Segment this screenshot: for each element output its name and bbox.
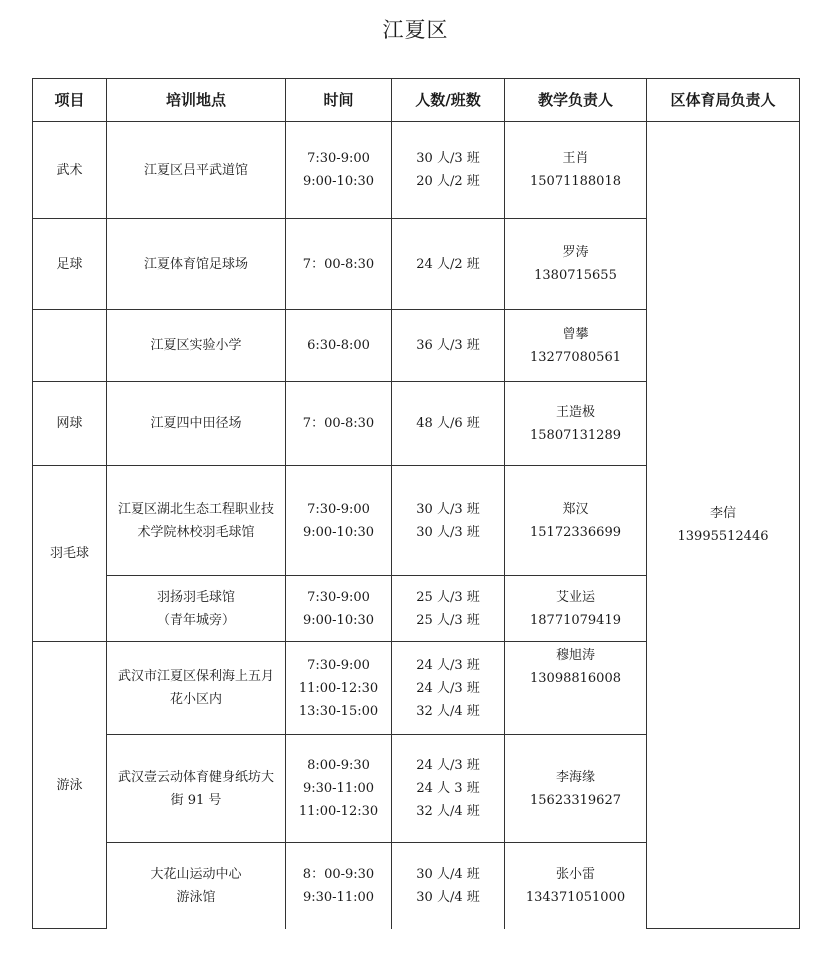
class-size-cell xyxy=(392,122,505,219)
time-slot: 13:30-15:00 xyxy=(298,703,379,719)
header-teacher: 教学负责人 xyxy=(505,79,647,122)
class-size-cell xyxy=(392,843,505,929)
class-size: 32 人/4 班 xyxy=(416,703,480,719)
teacher-name: 李海缘 xyxy=(555,769,595,785)
location-line: 羽扬羽毛球馆 xyxy=(156,589,235,605)
header-time: 时间 xyxy=(286,79,392,122)
bureau-contact-name: 李信 xyxy=(709,506,736,521)
teacher-cell xyxy=(505,382,647,466)
teacher-cell xyxy=(505,219,647,310)
page-title: 江夏区 xyxy=(382,18,449,42)
time-slot: 7：00-8:30 xyxy=(302,256,375,272)
header-bureau-contact: 区体育局负责人 xyxy=(647,79,800,122)
table-row xyxy=(33,122,800,219)
bureau-contact-cell xyxy=(647,122,800,929)
time-slot: 9:00-10:30 xyxy=(302,612,375,628)
class-size-cell xyxy=(392,310,505,382)
class-size: 25 人/3 班 xyxy=(416,612,480,628)
training-schedule-table xyxy=(32,78,800,929)
location-cell xyxy=(107,219,286,310)
location-line: 街 91 号 xyxy=(170,792,222,808)
location-line: 江夏体育馆足球场 xyxy=(143,256,248,272)
header-location: 培训地点 xyxy=(107,79,286,122)
teacher-phone: 15807131289 xyxy=(530,427,621,443)
table-header-row xyxy=(33,79,800,122)
class-size-cell xyxy=(392,576,505,642)
class-size-cell xyxy=(392,219,505,310)
time-cell xyxy=(286,642,392,735)
teacher-name: 穆旭涛 xyxy=(555,648,595,663)
location-line: 江夏区湖北生态工程职业技 xyxy=(117,501,274,517)
teacher-name: 罗涛 xyxy=(562,245,589,260)
sport-cell: 游泳 xyxy=(33,642,107,929)
teacher-cell xyxy=(505,735,647,843)
teacher-name: 艾业运 xyxy=(555,589,595,605)
location-cell xyxy=(107,466,286,576)
bureau-contact-phone: 13995512446 xyxy=(677,529,769,544)
location-line: （青年城旁） xyxy=(156,612,235,628)
class-size-cell xyxy=(392,735,505,843)
time-cell xyxy=(286,576,392,642)
class-size: 24 人/3 班 xyxy=(416,680,480,696)
teacher-phone: 15172336699 xyxy=(530,524,621,540)
time-slot: 11:00-12:30 xyxy=(298,680,379,696)
location-cell xyxy=(107,310,286,382)
sport-cell: 武术 xyxy=(33,122,107,219)
time-slot: 9:00-10:30 xyxy=(302,174,375,189)
time-slot: 7:30-9:00 xyxy=(307,589,370,605)
sport-cell xyxy=(33,310,107,382)
teacher-name: 张小雷 134371051000 xyxy=(525,866,626,905)
time-slot: 7:30-9:00 xyxy=(307,501,370,517)
class-size: 30 人/3 班 xyxy=(416,524,480,540)
location-line: 江夏区实验小学 xyxy=(150,338,242,353)
teacher-phone: 13098816008 xyxy=(530,671,621,686)
location-line: 花小区内 xyxy=(169,692,222,707)
class-size: 30 人/3 班 xyxy=(416,151,480,166)
class-size-cell xyxy=(392,466,505,576)
class-size: 30 人/4 班 xyxy=(416,889,480,905)
class-size-cell xyxy=(392,642,505,735)
time-slot: 9:30-11:00 xyxy=(302,889,375,905)
teacher-phone: 13277080561 xyxy=(530,349,621,365)
location-line: 游泳馆 xyxy=(176,889,216,905)
sport-cell: 足球 xyxy=(33,219,107,310)
time-cell xyxy=(286,122,392,219)
time-cell xyxy=(286,843,392,929)
class-size: 24 人/3 班 xyxy=(416,657,480,673)
teacher-phone: 15623319627 xyxy=(530,792,621,808)
time-slot: 7:30-9:00 xyxy=(307,657,370,673)
class-size: 30 人/3 班 xyxy=(416,501,480,517)
location-cell xyxy=(107,843,286,929)
teacher-name: 郑汉 xyxy=(562,501,589,517)
time-slot: 7：00-8:30 xyxy=(302,416,375,431)
teacher-cell xyxy=(505,642,647,735)
time-slot: 11:00-12:30 xyxy=(298,804,379,819)
time-cell xyxy=(286,382,392,466)
teacher-name: 王造极 xyxy=(555,404,595,420)
location-cell xyxy=(107,576,286,642)
location-cell xyxy=(107,642,286,735)
location-cell xyxy=(107,382,286,466)
location-line: 术学院林校羽毛球馆 xyxy=(137,524,255,540)
header-sport: 项目 xyxy=(33,79,107,122)
class-size: 24 人/2 班 xyxy=(416,256,480,272)
time-slot: 9:30-11:00 xyxy=(302,781,375,796)
teacher-name: 王肖 xyxy=(562,151,589,166)
header-class-size: 人数/班数 xyxy=(392,79,505,122)
location-cell xyxy=(107,735,286,843)
class-size: 32 人/4 班 xyxy=(416,804,480,819)
class-size-cell xyxy=(392,382,505,466)
sport-cell: 羽毛球 xyxy=(33,466,107,642)
teacher-phone: 15071188018 xyxy=(530,174,621,189)
location-line: 江夏四中田径场 xyxy=(150,416,242,431)
teacher-cell xyxy=(505,310,647,382)
time-cell xyxy=(286,466,392,576)
teacher-cell xyxy=(505,466,647,576)
time-slot: 8:00-9:30 xyxy=(307,758,370,773)
time-slot: 6:30-8:00 xyxy=(307,338,370,353)
teacher-name: 曾攀 xyxy=(562,326,589,342)
class-size: 24 人 3 班 xyxy=(416,781,480,796)
location-line: 武汉市江夏区保利海上五月 xyxy=(117,669,274,684)
class-size: 20 人/2 班 xyxy=(416,174,480,189)
class-size: 48 人/6 班 xyxy=(416,416,480,431)
sport-cell: 网球 xyxy=(33,382,107,466)
time-slot: 7:30-9:00 xyxy=(307,151,370,166)
time-cell xyxy=(286,219,392,310)
location-line: 武汉壹云动体育健身纸坊大 xyxy=(117,769,274,785)
teacher-cell xyxy=(505,122,647,219)
teacher-cell xyxy=(505,576,647,642)
class-size: 30 人/4 班 xyxy=(416,866,480,882)
time-cell xyxy=(286,310,392,382)
teacher-phone: 1380715655 xyxy=(534,268,617,283)
time-slot: 9:00-10:30 xyxy=(302,524,375,540)
location-cell xyxy=(107,122,286,219)
time-slot: 8：00-9:30 xyxy=(302,866,375,882)
class-size: 25 人/3 班 xyxy=(416,589,480,605)
time-cell xyxy=(286,735,392,843)
class-size: 36 人/3 班 xyxy=(416,338,480,353)
location-line: 江夏区吕平武道馆 xyxy=(143,162,248,178)
teacher-phone: 18771079419 xyxy=(530,612,621,628)
teacher-cell xyxy=(505,843,647,929)
class-size: 24 人/3 班 xyxy=(416,758,480,773)
location-line: 大花山运动中心 xyxy=(150,866,242,882)
